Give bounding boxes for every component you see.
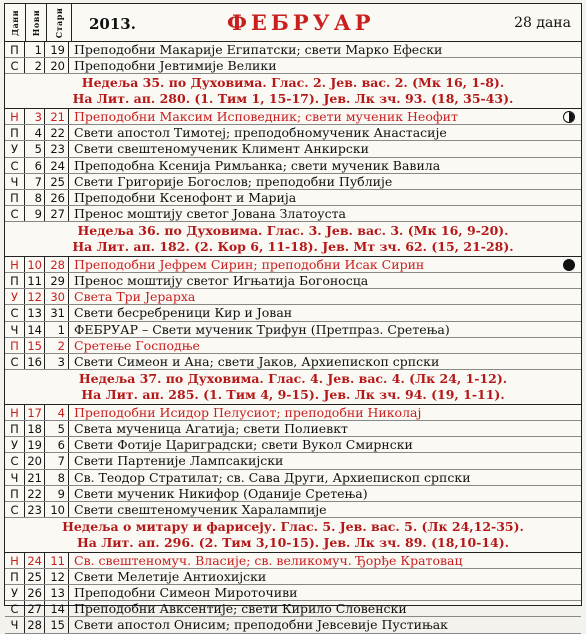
new-date-cell (25, 486, 45, 501)
old-date-cell (45, 190, 69, 205)
saint-text-cell-text: Света Три Јерарха (74, 289, 196, 305)
week-reading-line: Недеља 35. по Духовима. Глас. 2. Јев. вас. 2. (Мк 16, 1-8). (81, 75, 505, 91)
calendar-row (5, 289, 581, 305)
weekday-cell-text: У (10, 290, 18, 305)
old-date-cell (45, 338, 69, 353)
saint-text-cell-text: Преподобна Ксенија Римљанка; свети мученик Вавила (74, 157, 441, 173)
old-date-cell-text: 19 (50, 43, 65, 57)
calendar-row (5, 486, 581, 502)
calendar-table (4, 3, 582, 633)
weekday-cell (5, 206, 25, 221)
new-date-cell (25, 405, 45, 420)
saint-text-cell-text: Преподобни Јефрем Сирин; преподобни Исак Сирин (74, 256, 425, 272)
new-date-cell-text: 3 (34, 109, 42, 124)
saint-text-cell (69, 141, 581, 156)
saint-text-cell (69, 437, 581, 452)
old-date-cell-text: 2 (57, 338, 65, 353)
saint-text-cell-text: Преподобни Ксенофонт и Марија (74, 189, 297, 205)
weekday-cell (5, 141, 25, 156)
new-date-cell-text: 2 (34, 59, 42, 74)
weekday-cell-text: Ч (10, 322, 19, 337)
new-date-cell-text: 21 (27, 470, 42, 485)
saint-text-cell-text: Преподобни Максим Исповедник; свети мученик Неофит (74, 108, 458, 124)
old-date-cell (45, 158, 69, 173)
weekday-cell-text: Ч (10, 618, 19, 633)
old-date-cell (45, 617, 69, 632)
calendar-row (5, 206, 581, 222)
new-date-cell-text: 23 (27, 502, 42, 517)
saint-text-cell (69, 553, 581, 568)
old-date-cell-text: 3 (57, 355, 65, 369)
old-date-cell-text: 8 (57, 470, 65, 485)
weekday-cell-text: Ч (10, 470, 19, 485)
old-date-cell (45, 453, 69, 468)
new-date-cell (25, 617, 45, 632)
weekday-cell (5, 453, 25, 468)
weekday-cell (5, 421, 25, 436)
calendar-header (5, 4, 581, 42)
weekday-cell (5, 158, 25, 173)
calendar-row (5, 585, 581, 601)
new-date-cell (25, 257, 45, 272)
old-date-cell (45, 502, 69, 517)
calendar-row (5, 190, 581, 206)
weekday-cell (5, 58, 25, 73)
weekday-cell-text: С (10, 454, 19, 469)
calendar-row (5, 305, 581, 321)
new-date-cell (25, 273, 45, 288)
calendar-row (5, 58, 581, 74)
new-date-cell (25, 502, 45, 517)
new-date-cell-text: 24 (27, 553, 42, 568)
new-date-cell-text: 4 (34, 126, 42, 141)
saint-text-cell-text: Свети свештеномученик Климент Анкирски (74, 141, 370, 157)
weekday-cell (5, 470, 25, 485)
saint-text-cell (69, 305, 581, 320)
new-date-cell (25, 289, 45, 304)
saint-text-cell (69, 125, 581, 140)
weekday-cell (5, 338, 25, 353)
old-date-cell-text: 30 (50, 290, 65, 305)
saint-text-cell-text: ФЕБРУАР – Свети мученик Трифун (Претпраз. Сретења) (74, 321, 450, 337)
saint-text-cell-text: Преподобни Јевтимије Велики (74, 58, 277, 74)
weekday-cell (5, 617, 25, 632)
saint-text-cell (69, 617, 581, 632)
weekday-cell-text: С (10, 502, 19, 517)
weekday-cell-text: С (10, 207, 19, 222)
weekday-cell-text: П (10, 569, 19, 584)
week-reading-line: На Лит. ап. 285. (1. Тим 4, 9-15). Јев. Лк зч. 94. (19, 1-11). (81, 386, 505, 402)
weekday-cell (5, 257, 25, 272)
weekday-cell-text: Н (10, 405, 19, 420)
saint-text-cell (69, 453, 581, 468)
old-date-cell (45, 486, 69, 501)
saint-text-cell (69, 257, 581, 272)
weekday-cell-text: С (10, 59, 19, 74)
saint-text-cell-text: Преподобни Симеон Мироточиви (74, 585, 298, 601)
saint-text-cell (69, 421, 581, 436)
weekday-cell (5, 437, 25, 452)
old-date-cell (45, 405, 69, 420)
new-date-cell (25, 569, 45, 584)
saint-text-cell-text: Свети Мелетије Антиохијски (74, 568, 267, 584)
new-date-cell-text: 26 (27, 586, 42, 601)
weekday-cell-text: У (10, 438, 18, 453)
saint-text-cell (69, 174, 581, 189)
saint-text-cell-text: Преподобни Макарије Египатски; свети Марко Ефески (74, 42, 443, 57)
old-date-cell (45, 125, 69, 140)
new-date-cell-text: 10 (27, 257, 42, 272)
new-date-cell-text: 5 (34, 142, 42, 157)
saint-text-cell (69, 289, 581, 304)
days-count: 28 дана (514, 15, 571, 31)
saint-text-cell-text: Свети Григорије Богослов; преподобни Публије (74, 173, 393, 189)
old-date-cell-text: 31 (50, 306, 65, 321)
new-date-cell (25, 42, 45, 57)
old-date-cell-text: 26 (50, 190, 65, 205)
old-date-cell (45, 322, 69, 337)
old-date-cell (45, 42, 69, 57)
saint-text-cell-text: Света мученица Агатија; свети Полиевкт (74, 420, 348, 436)
old-date-cell (45, 354, 69, 369)
old-date-cell-text: 28 (50, 257, 65, 272)
saint-text-cell (69, 569, 581, 584)
new-date-cell (25, 305, 45, 320)
old-date-cell-text: 11 (50, 553, 65, 568)
new-date-cell-text: 14 (27, 322, 42, 337)
weekday-cell-text: С (10, 355, 19, 369)
new-date-cell-text: 15 (27, 338, 42, 353)
month-title: ФЕБРУАР (227, 10, 375, 35)
weekday-cell (5, 109, 25, 124)
new-date-cell (25, 125, 45, 140)
new-date-cell (25, 470, 45, 485)
week-header (5, 370, 581, 405)
calendar-row (5, 273, 581, 289)
weekday-cell (5, 289, 25, 304)
weekday-cell-text: П (10, 486, 19, 501)
weekday-cell-text: У (10, 586, 18, 601)
new-date-cell-text: 1 (34, 43, 42, 57)
weekday-cell (5, 273, 25, 288)
new-date-cell-text: 12 (27, 290, 42, 305)
new-date-cell (25, 453, 45, 468)
new-date-cell-text: 16 (27, 355, 42, 369)
new-date-cell (25, 174, 45, 189)
old-date-cell (45, 257, 69, 272)
old-date-cell (45, 289, 69, 304)
old-date-cell (45, 585, 69, 600)
old-date-cell-text: 27 (50, 207, 65, 222)
old-date-cell-text: 6 (57, 438, 65, 453)
weekday-cell (5, 486, 25, 501)
saint-text-cell (69, 42, 581, 57)
week-header (5, 74, 581, 109)
old-date-cell-text: 1 (57, 322, 65, 337)
week-reading-line: На Лит. ап. 182. (2. Кор 6, 11-18). Јев. Мт зч. 62. (15, 21-28). (72, 239, 514, 255)
old-date-cell (45, 109, 69, 124)
calendar-row (5, 502, 581, 518)
weekday-cell (5, 502, 25, 517)
new-date-cell-text: 7 (34, 174, 42, 189)
weekday-cell-text: П (10, 190, 19, 205)
new-date-cell-text: 20 (27, 454, 42, 469)
old-date-cell (45, 553, 69, 568)
new-date-cell (25, 190, 45, 205)
saint-text-cell (69, 273, 581, 288)
saint-text-cell-text: Св. Теодор Стратилат; св. Сава Други, Архиепископ српски (74, 469, 471, 485)
calendar-row (5, 322, 581, 338)
weekday-cell-text: У (10, 142, 18, 157)
week-reading-line: Недеља 37. по Духовима. Глас. 4. Јев. вас. 4. (Лк 24, 1-12). (78, 371, 508, 387)
new-date-cell (25, 141, 45, 156)
new-date-cell (25, 322, 45, 337)
old-date-cell-text: 10 (50, 502, 65, 517)
calendar-row (5, 141, 581, 157)
weekday-cell-text: С (10, 602, 19, 617)
new-date-cell-text: 27 (27, 602, 42, 617)
column-new-label: Нови (31, 9, 41, 36)
saint-text-cell-text: Преподобни Исидор Пелусиот; преподобни Николај (74, 404, 422, 420)
saint-text-cell (69, 58, 581, 73)
saint-text-cell-text: Преподобни Авксентије; свети Кирило Словенски (74, 601, 407, 617)
old-date-cell-text: 23 (50, 142, 65, 157)
week-reading-line: Недеља о митару и фарисеју. Глас. 5. Јев. вас. 5. (Лк 24,12-35). (62, 519, 524, 535)
old-date-cell-text: 15 (50, 618, 65, 633)
old-date-cell-text: 22 (50, 126, 65, 141)
old-date-cell (45, 273, 69, 288)
weekday-cell-text: Ч (10, 174, 19, 189)
old-date-cell (45, 421, 69, 436)
weekday-cell (5, 354, 25, 369)
half-moon-icon (563, 111, 575, 123)
new-date-cell-text: 11 (27, 274, 42, 289)
weekday-cell-text: Н (10, 257, 19, 272)
weekday-cell-text: П (10, 43, 19, 57)
new-date-cell-text: 9 (34, 207, 42, 222)
new-date-cell (25, 437, 45, 452)
column-days-label: Дани (10, 9, 20, 36)
week-reading-line: Недеља 36. по Духовима. Глас. 3. Јев. вас. 3. (Мк 16, 9-20). (77, 223, 509, 239)
weekday-cell (5, 322, 25, 337)
new-date-cell (25, 58, 45, 73)
saint-text-cell-text: Свети мученик Никифор (Оданије Сретења) (74, 485, 368, 501)
saint-text-cell-text: Свети свештеномученик Харалампије (74, 501, 327, 517)
calendar-row (5, 158, 581, 174)
old-date-cell-text: 12 (50, 569, 65, 584)
old-date-cell-text: 7 (57, 454, 65, 469)
week-header (5, 518, 581, 553)
saint-text-cell (69, 190, 581, 205)
saint-text-cell-text: Свети апостол Онисим; преподобни Јевсевије Пустињак (74, 617, 448, 633)
new-date-cell-text: 17 (27, 405, 42, 420)
saint-text-cell (69, 585, 581, 600)
saint-text-cell (69, 405, 581, 420)
weekday-cell-text: С (10, 158, 19, 173)
weekday-cell-text: С (10, 306, 19, 321)
old-date-cell-text: 24 (50, 158, 65, 173)
new-date-cell-text: 25 (27, 569, 42, 584)
weekday-cell (5, 405, 25, 420)
saint-text-cell-text: Свети апостол Тимотеј; преподобномученик Анастасије (74, 125, 447, 141)
old-date-cell-text: 21 (50, 109, 65, 124)
old-date-cell (45, 58, 69, 73)
weekday-cell-text: П (10, 421, 19, 436)
old-date-cell-text: 13 (50, 586, 65, 601)
weekday-cell (5, 125, 25, 140)
saint-text-cell (69, 206, 581, 221)
saint-text-cell (69, 470, 581, 485)
calendar-row (5, 354, 581, 370)
new-date-cell-text: 22 (27, 486, 42, 501)
new-date-cell (25, 338, 45, 353)
old-date-cell-text: 20 (50, 59, 65, 74)
calendar-row (5, 125, 581, 141)
calendar-row (5, 174, 581, 190)
weekday-cell (5, 569, 25, 584)
calendar-row (5, 569, 581, 585)
saint-text-cell (69, 354, 581, 369)
calendar-row (5, 437, 581, 453)
week-reading-line: На Лит. ап. 296. (2. Тим 3,10-15). Јев. Лк зч. 89. (18,10-14). (76, 534, 510, 550)
saint-text-cell (69, 338, 581, 353)
new-date-cell-text: 8 (34, 190, 42, 205)
new-date-cell (25, 553, 45, 568)
saint-text-cell-text: Пренос моштију светог Јована Златоуста (74, 206, 346, 222)
year-label: 2013. (89, 15, 136, 33)
calendar-row (5, 257, 581, 273)
weekday-cell (5, 585, 25, 600)
saint-text-cell-text: Свети Фотије Цариградски; свети Вукол Смирнски (74, 437, 413, 453)
weekday-cell-text: П (10, 274, 19, 289)
new-date-cell (25, 109, 45, 124)
old-date-cell (45, 305, 69, 320)
old-date-cell-text: 4 (57, 405, 65, 420)
weekday-cell (5, 553, 25, 568)
saint-text-cell-text: Свети бесребреници Кир и Јован (74, 305, 293, 321)
weekday-cell (5, 305, 25, 320)
new-date-cell-text: 13 (27, 306, 42, 321)
saint-text-cell (69, 158, 581, 173)
weekday-cell-text: Н (10, 553, 19, 568)
saint-text-cell-text: Сретење Господње (74, 337, 200, 353)
new-date-cell-text: 18 (27, 421, 42, 436)
column-old-label: Стари (54, 7, 64, 38)
saint-text-cell (69, 502, 581, 517)
weekday-cell (5, 174, 25, 189)
calendar-row (5, 601, 581, 617)
old-date-cell-text: 25 (50, 174, 65, 189)
old-date-cell (45, 141, 69, 156)
saint-text-cell-text: Свети Симеон и Ана; свети Јаков, Архиепископ српски (74, 354, 440, 369)
calendar-row (5, 553, 581, 569)
calendar-body (5, 42, 581, 634)
weekday-cell-text: Н (10, 109, 19, 124)
old-date-cell-text: 29 (50, 274, 65, 289)
week-reading-line: На Лит. ап. 280. (1. Тим 1, 15-17). Јев. Лк зч. 93. (18, 35-43). (72, 91, 514, 107)
old-date-cell-text: 5 (57, 421, 65, 436)
calendar-row (5, 338, 581, 354)
new-date-cell (25, 585, 45, 600)
new-date-cell-text: 28 (27, 618, 42, 633)
calendar-row (5, 421, 581, 437)
old-date-cell (45, 470, 69, 485)
calendar-row (5, 453, 581, 469)
new-date-cell (25, 421, 45, 436)
weekday-cell-text: П (10, 338, 19, 353)
old-date-cell (45, 206, 69, 221)
saint-text-cell-text: Пренос моштију светог Игњатија Богоносца (74, 273, 369, 289)
new-date-cell-text: 19 (27, 438, 42, 453)
new-date-cell (25, 158, 45, 173)
calendar-row (5, 109, 581, 125)
week-header (5, 222, 581, 257)
old-date-cell-text: 14 (50, 602, 65, 617)
saint-text-cell-text: Свети Партеније Лампсакијски (74, 453, 284, 469)
calendar-row (5, 617, 581, 633)
weekday-cell (5, 42, 25, 57)
new-date-cell (25, 354, 45, 369)
old-date-cell-text: 9 (57, 486, 65, 501)
new-date-cell (25, 206, 45, 221)
calendar-row (5, 470, 581, 486)
old-date-cell (45, 569, 69, 584)
saint-text-cell (69, 486, 581, 501)
weekday-cell (5, 190, 25, 205)
old-date-cell (45, 174, 69, 189)
old-date-cell (45, 437, 69, 452)
saint-text-cell (69, 322, 581, 337)
saint-text-cell (69, 109, 581, 124)
full-moon-icon (563, 259, 575, 271)
new-date-cell-text: 6 (34, 158, 42, 173)
weekday-cell-text: П (10, 126, 19, 141)
calendar-row (5, 42, 581, 58)
calendar-row (5, 405, 581, 421)
saint-text-cell-text: Св. свештеномуч. Власије; св. великомуч. Ђорђе Кратовац (74, 552, 463, 568)
